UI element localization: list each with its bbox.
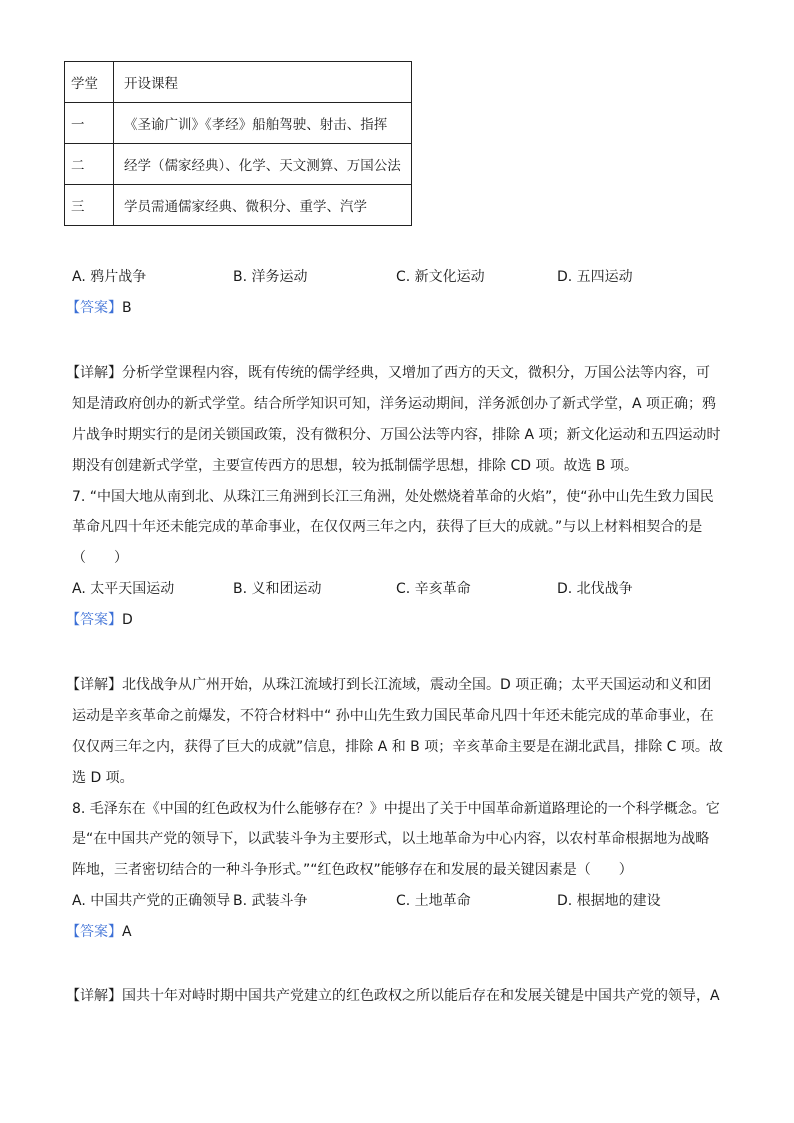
q7-stem-line: （ ） <box>72 550 128 566</box>
detail-tag: 【详解】 <box>66 677 122 693</box>
detail-text: 国共十年对峙时期中国共产党建立的红色政权之所以能后存在和发展关键是中国共产党的领导，A <box>122 988 720 1004</box>
detail-tag: 【详解】 <box>66 988 122 1004</box>
detail-tag: 【详解】 <box>66 365 122 381</box>
table-header-cell: 开设课程 <box>114 62 412 103</box>
option-b: B. 洋务运动 <box>233 269 308 285</box>
table-row <box>65 144 412 185</box>
option-a: A. 鸦片战争 <box>72 269 147 285</box>
q7-stem-line: 革命凡四十年还未能完成的革命事业，在仅仅两三年之内，获得了巨大的成就。”与以上材料相契合的是 <box>72 519 703 535</box>
q6-detail-line: 知是清政府创办的新式学堂。结合所学知识可知，洋务运动期间，洋务派创办了新式学堂，A 项正确；鸦 <box>72 396 717 412</box>
q8-detail-line <box>66 986 720 1006</box>
q8-stem-line: 阵地，三者密切结合的一种斗争形式。”“红色政权”能够存在和发展的最关键因素是（ ） <box>72 862 633 878</box>
q8-stem-line: 8. 毛泽东在《中国的红色政权为什么能够存在？》中提出了关于中国革命新道路理论的一个科学概念。它 <box>72 801 720 817</box>
option-c: C. 辛亥革命 <box>396 581 471 597</box>
option-c: C. 土地革命 <box>396 893 471 909</box>
option-a: A. 中国共产党的正确领导 <box>72 893 231 909</box>
q6-detail-line <box>66 363 716 383</box>
q7-detail-line: 仅仅两三年之内，获得了巨大的成就”信息，排除 A 和 B 项；辛亥革命主要是在湖北武昌，排除 C 项。故 <box>72 739 723 755</box>
answer-tag: 【答案】 <box>66 924 122 940</box>
answer-value: A <box>122 924 132 940</box>
course-table <box>64 61 412 226</box>
option-c: C. 新文化运动 <box>396 269 485 285</box>
table-row <box>65 185 412 226</box>
detail-text: 北伐战争从广州开始，从珠江流域打到长江流域，震动全国。D 项正确；太平天国运动和义和团 <box>122 677 712 693</box>
table-header-cell: 学堂 <box>65 62 114 103</box>
table-row <box>65 103 412 144</box>
option-a: A. 太平天国运动 <box>72 581 175 597</box>
table-cell: 一 <box>65 103 114 144</box>
option-b: B. 武装斗争 <box>233 893 308 909</box>
table-cell: 经学（儒家经典）、化学、天文测算、万国公法 <box>114 144 412 185</box>
answer-tag: 【答案】 <box>66 612 122 628</box>
q6-answer <box>66 298 716 318</box>
q7-detail-line <box>66 675 716 695</box>
table-cell: 三 <box>65 185 114 226</box>
q7-detail-line: 运动是辛亥革命之前爆发，不符合材料中“ 孙中山先生致力国民革命凡四十年还未能完成的革命事业，在 <box>72 708 714 724</box>
option-d: D. 根据地的建设 <box>557 893 661 909</box>
q7-detail-line: 选 D 项。 <box>72 770 134 786</box>
q6-detail-line: 片战争时期实行的是闭关锁国政策，没有微积分、万国公法等内容，排除 A 项；新文化运动和五四运动时 <box>72 427 721 443</box>
answer-tag: 【答案】 <box>66 300 122 316</box>
option-b: B. 义和团运动 <box>233 581 322 597</box>
q7-stem-line: 7. “中国大地从南到北、从珠江三角洲到长江三角洲，处处燃烧着革命的火焰”，使“孙中山先生致力国民 <box>72 489 714 505</box>
detail-text: 分析学堂课程内容，既有传统的儒学经典，又增加了西方的天文，微积分，万国公法等内容，可 <box>122 365 710 381</box>
table-cell: 《圣谕广训》《孝经》船舶驾驶、射击、指挥 <box>114 103 412 144</box>
table-header-row <box>65 62 412 103</box>
option-d: D. 北伐战争 <box>557 581 633 597</box>
q6-detail-line: 期没有创建新式学堂，主要宣传西方的思想，较为抵制儒学思想，排除 CD 项。故选 B 项。 <box>72 458 638 474</box>
q8-stem-line: 是“在中国共产党的领导下，以武装斗争为主要形式，以土地革命为中心内容，以农村革命根据地为战略 <box>72 831 710 847</box>
answer-value: B <box>122 300 132 316</box>
option-d: D. 五四运动 <box>557 269 633 285</box>
q7-answer <box>66 610 716 630</box>
table-cell: 学员需通儒家经典、微积分、重学、汽学 <box>114 185 412 226</box>
q8-answer <box>66 922 716 942</box>
table-cell: 二 <box>65 144 114 185</box>
answer-value: D <box>122 612 133 628</box>
